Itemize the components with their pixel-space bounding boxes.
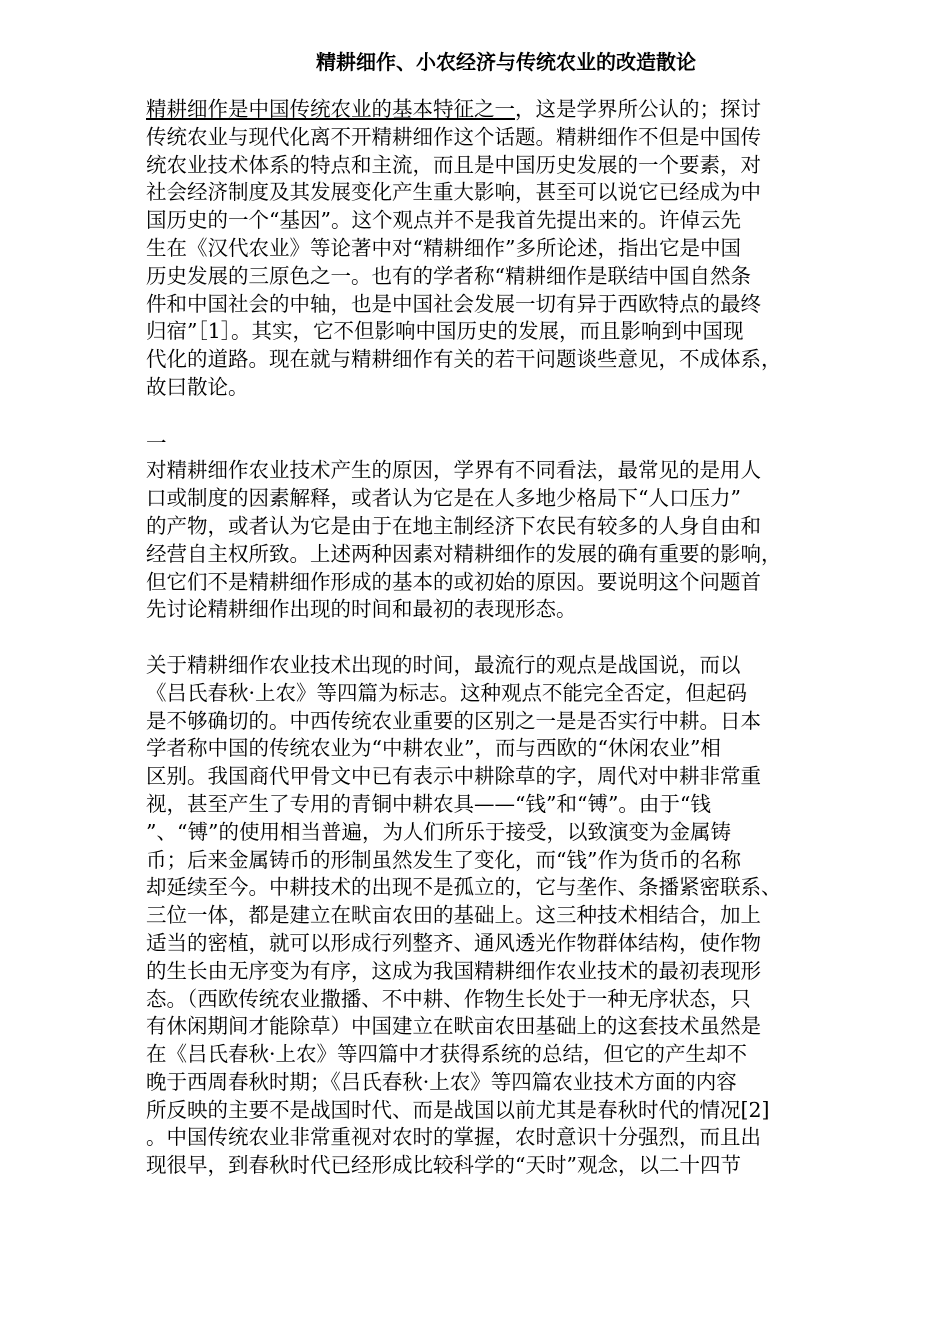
text-line: 经营自主权所致。上述两种因素对精耕细作的发展的确有重要的影响，	[146, 541, 782, 566]
text-line: 关于精耕细作农业技术出现的时间，最流行的观点是战国说，而以	[146, 652, 741, 677]
text-line: 视，甚至产生了专用的青铜中耕农具——“钱”和“镈”。由于“钱	[146, 791, 711, 816]
text-line: 币；后来金属铸币的形制虽然发生了变化，而“钱”作为货币的名称	[146, 847, 741, 872]
paragraph-spacer	[146, 402, 866, 430]
text-line: 对精耕细作农业技术产生的原因，学界有不同看法，最常见的是用人	[146, 458, 761, 483]
text-line: 故曰散论。	[146, 374, 249, 399]
text-line: 的生长由无序变为有序，这成为我国精耕细作农业技术的最初表现形	[146, 958, 761, 983]
text-line: 有休闲期间才能除草）中国建立在畎亩农田基础上的这套技术虽然是	[146, 1014, 761, 1039]
text-line: 学者称中国的传统农业为“中耕农业”，而与西欧的“休闲农业”相	[146, 736, 721, 761]
text-line: 统农业技术体系的特点和主流，而且是中国历史发展的一个要素，对	[146, 152, 761, 177]
section1-paragraph-1	[146, 457, 866, 624]
text-line: 先讨论精耕细作出现的时间和最初的表现形态。	[146, 597, 577, 622]
text-line: 适当的密植，就可以形成行列整齐、通风透光作物群体结构，使作物	[146, 930, 761, 955]
text-line: 代化的道路。现在就与精耕细作有关的若干问题谈些意见，不成体系，	[146, 347, 782, 372]
text-line: 现很早，到春秋时代已经形成比较科学的“天时”观念，以二十四节	[146, 1153, 741, 1178]
text-line: 。中国传统农业非常重视对农时的掌握，农时意识十分强烈，而且出	[146, 1125, 761, 1150]
text-line: 归宿”［1］。其实，它不但影响中国历史的发展，而且影响到中国现	[146, 319, 744, 344]
section-number: 一	[146, 430, 167, 455]
text-line: 《吕氏春秋·上农》等四篇为标志。这种观点不能完全否定，但起码	[146, 680, 748, 705]
text-line: 件和中国社会的中轴，也是中国社会发展一切有异于西欧特点的最终	[146, 291, 761, 316]
text-line: 历史发展的三原色之一。也有的学者称“精耕细作是联结中国自然条	[146, 263, 751, 288]
text-line: 但它们不是精耕细作形成的基本的或初始的原因。要说明这个问题首	[146, 569, 761, 594]
text-line: 的产物，或者认为它是由于在地主制经济下农民有较多的人身自由和	[146, 513, 761, 538]
paragraph-spacer	[146, 624, 866, 652]
section-marker	[146, 430, 866, 458]
text-line: 社会经济制度及其发展变化产生重大影响，甚至可以说它已经成为中	[146, 180, 761, 205]
intro-underlined-phrase: 精耕细作是中国传统农业的基本特征之一	[146, 97, 515, 121]
document-page	[146, 44, 866, 1180]
text-line: 传统农业与现代化离不开精耕细作这个话题。精耕细作不但是中国传	[146, 124, 761, 149]
document-title: 精耕细作、小农经济与传统农业的改造散论	[316, 50, 696, 74]
text-line: 区别。我国商代甲骨文中已有表示中耕除草的字，周代对中耕非常重	[146, 764, 761, 789]
text-line: 态。（西欧传统农业撒播、不中耕、作物生长处于一种无序状态，只	[146, 986, 751, 1011]
text-line: 却延续至今。中耕技术的出现不是孤立的，它与垄作、条播紧密联系、	[146, 875, 782, 900]
section1-paragraph-2	[146, 652, 866, 1180]
intro-paragraph	[146, 96, 866, 402]
text-line: 生在《汉代农业》等论著中对“精耕细作”多所论述，指出它是中国	[146, 235, 741, 260]
text-line: 口或制度的因素解释，或者认为它是在人多地少格局下“人口压力”	[146, 486, 741, 511]
intro-first-line-rest: ，这是学界所公认的；探讨	[515, 97, 761, 121]
intro-first-line	[146, 96, 866, 124]
text-line: 国历史的一个“基因”。这个观点并不是我首先提出来的。许倬云先	[146, 208, 741, 233]
text-line: 在《吕氏春秋·上农》等四篇中才获得系统的总结，但它的产生却不	[146, 1042, 748, 1067]
text-line: 三位一体，都是建立在畎亩农田的基础上。这三种技术相结合，加上	[146, 903, 761, 928]
text-line: ”、“镈”的使用相当普遍，为人们所乐于接受，以致演变为金属铸	[146, 819, 731, 844]
text-line: 晚于西周春秋时期；《吕氏春秋·上农》等四篇农业技术方面的内容	[146, 1069, 737, 1094]
text-line: 是不够确切的。中西传统农业重要的区别之一是是否实行中耕。日本	[146, 708, 761, 733]
text-line: 所反映的主要不是战国时代、而是战国以前尤其是春秋时代的情况[2]	[146, 1097, 770, 1122]
